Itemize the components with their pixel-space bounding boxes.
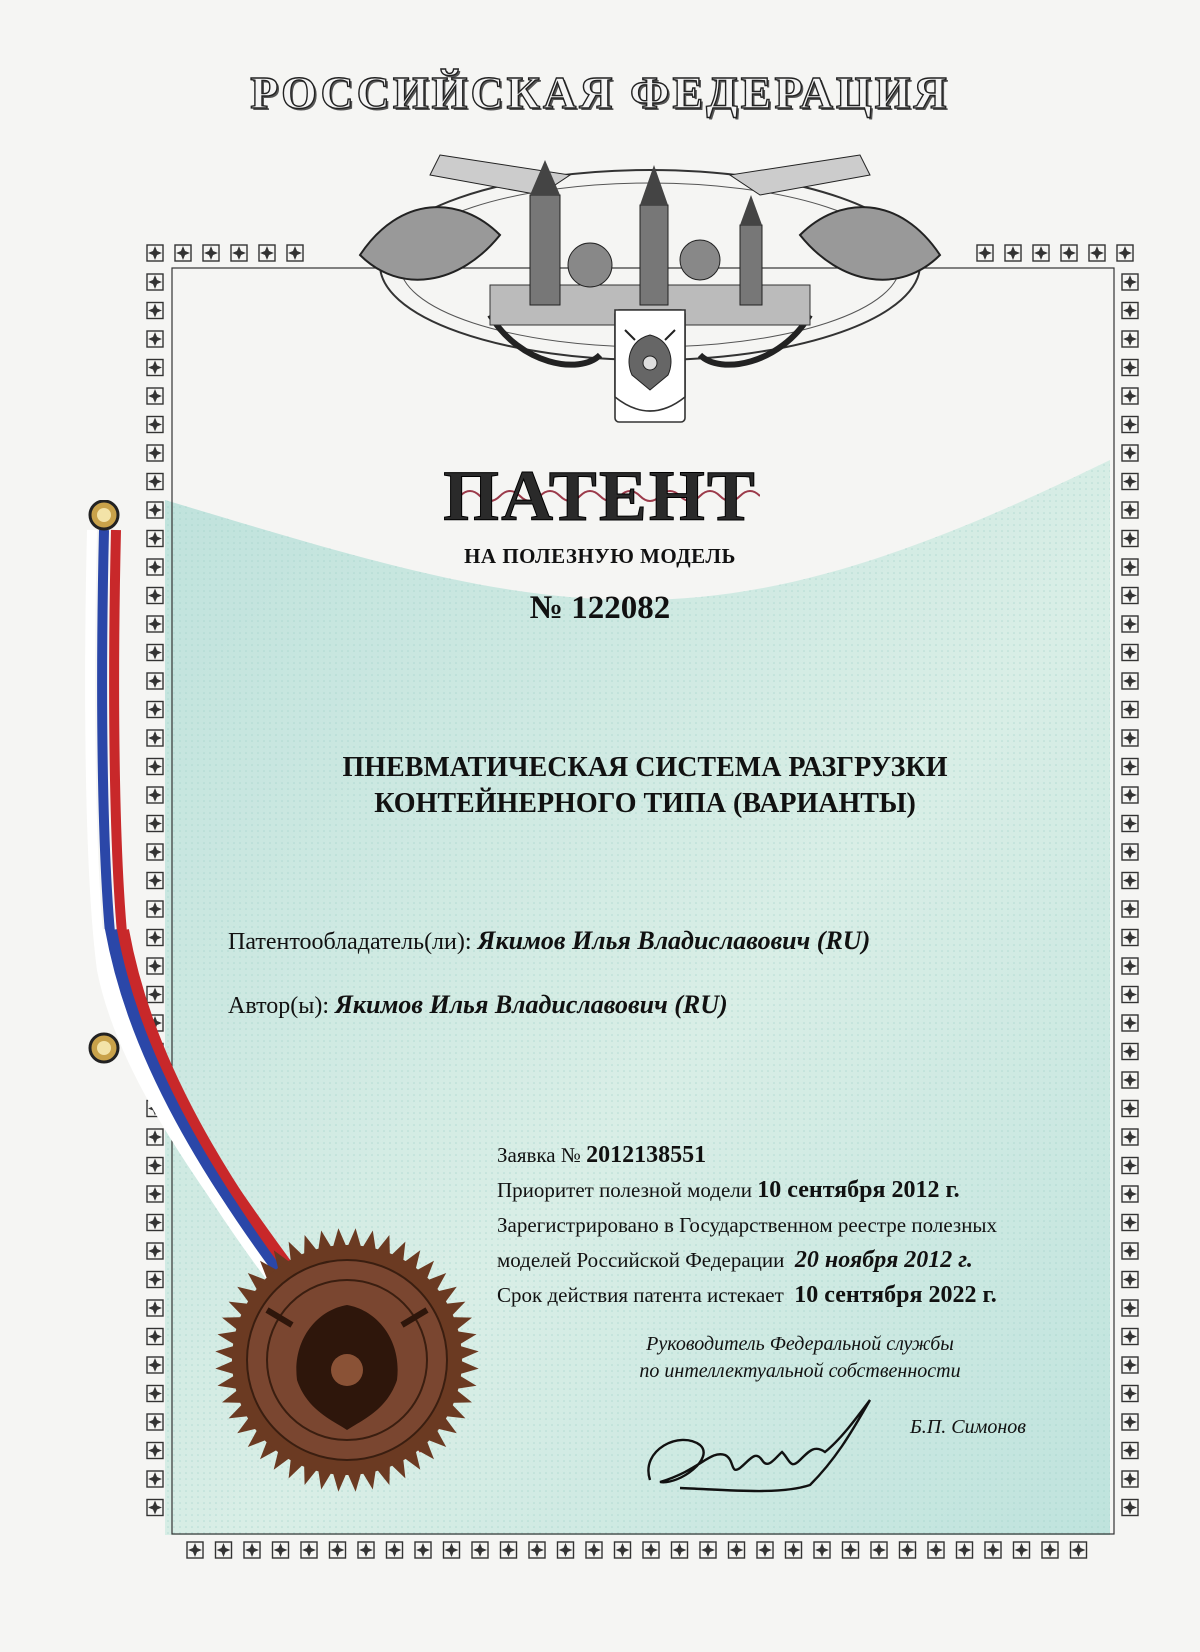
border-star-icon	[203, 245, 219, 261]
border-star-icon	[871, 1542, 887, 1558]
border-star-icon	[643, 1542, 659, 1558]
document-subtitle: НА ПОЛЕЗНУЮ МОДЕЛЬ	[464, 544, 736, 568]
border-star-icon	[415, 1542, 431, 1558]
border-star-icon	[147, 303, 163, 319]
border-star-icon	[1122, 901, 1138, 917]
border-star-icon	[1122, 1215, 1138, 1231]
border-star-icon	[444, 1542, 460, 1558]
author-label: Автор(ы):	[228, 993, 330, 1019]
border-star-icon	[786, 1542, 802, 1558]
border-star-icon	[977, 245, 993, 261]
border-star-icon	[957, 1542, 973, 1558]
expiry-line: Срок действия патента истекает 10 сентября 2022 г.	[497, 1282, 997, 1308]
border-star-icon	[1005, 245, 1021, 261]
border-star-icon	[586, 1542, 602, 1558]
border-star-icon	[330, 1542, 346, 1558]
border-star-icon	[1122, 702, 1138, 718]
invention-title-line1: ПНЕВМАТИЧЕСКАЯ СИСТЕМА РАЗГРУЗКИ	[342, 752, 948, 783]
border-star-icon	[1122, 331, 1138, 347]
expiry-date: 10 сентября 2022 г.	[794, 1282, 997, 1308]
border-star-icon	[558, 1542, 574, 1558]
border-star-icon	[928, 1542, 944, 1558]
border-star-icon	[147, 331, 163, 347]
kremlin-emblem-icon	[340, 135, 960, 445]
application-number: 2012138551	[586, 1142, 707, 1168]
border-star-icon	[1033, 245, 1049, 261]
border-star-icon	[216, 1542, 232, 1558]
border-star-icon	[1122, 645, 1138, 661]
border-star-icon	[1122, 1386, 1138, 1402]
application-line: Заявка № 2012138551	[497, 1142, 707, 1168]
border-star-icon	[672, 1542, 688, 1558]
border-star-icon	[757, 1542, 773, 1558]
patent-number: № 122082	[529, 590, 671, 626]
border-star-icon	[387, 1542, 403, 1558]
border-star-icon	[985, 1542, 1001, 1558]
border-star-icon	[1122, 1243, 1138, 1259]
border-star-icon	[1122, 388, 1138, 404]
signature-icon	[640, 1390, 880, 1500]
priority-line: Приоритет полезной модели 10 сентября 2012 г.	[497, 1177, 960, 1203]
border-star-icon	[1122, 1129, 1138, 1145]
border-star-icon	[1122, 987, 1138, 1003]
border-star-icon	[1122, 303, 1138, 319]
signer-name: Б.П. Симонов	[910, 1416, 1026, 1438]
border-star-icon	[501, 1542, 517, 1558]
border-star-icon	[1089, 245, 1105, 261]
border-star-icon	[1122, 1072, 1138, 1088]
border-star-icon	[1071, 1542, 1087, 1558]
document-title: ПАТЕНТ	[443, 456, 757, 536]
border-star-icon	[729, 1542, 745, 1558]
border-star-icon	[1122, 1300, 1138, 1316]
border-star-icon	[1122, 1015, 1138, 1031]
border-star-icon	[1122, 1500, 1138, 1516]
border-star-icon	[301, 1542, 317, 1558]
country-header: РОССИЙСКАЯ ФЕДЕРАЦИЯ	[250, 67, 950, 118]
border-star-icon	[147, 274, 163, 290]
border-star-icon	[1014, 1542, 1030, 1558]
border-star-icon	[615, 1542, 631, 1558]
border-star-icon	[1122, 1101, 1138, 1117]
invention-title-line2: КОНТЕЙНЕРНОГО ТИПА (ВАРИАНТЫ)	[374, 788, 916, 819]
border-star-icon	[175, 245, 191, 261]
border-star-icon	[231, 245, 247, 261]
registration-block	[497, 1138, 997, 1313]
registered-line2: моделей Российской Федерации 20 ноября 2012 г.	[497, 1247, 973, 1273]
border-star-icon	[1122, 1443, 1138, 1459]
border-star-icon	[187, 1542, 203, 1558]
border-star-icon	[1122, 274, 1138, 290]
border-star-icon	[1122, 730, 1138, 746]
border-star-icon	[259, 245, 275, 261]
border-star-icon	[1061, 245, 1077, 261]
border-star-icon	[814, 1542, 830, 1558]
border-star-icon	[1122, 873, 1138, 889]
border-star-icon	[1122, 958, 1138, 974]
border-star-icon	[1117, 245, 1133, 261]
registered-date: 20 ноября 2012 г.	[794, 1247, 973, 1273]
border-star-icon	[1122, 673, 1138, 689]
border-star-icon	[287, 245, 303, 261]
border-star-icon	[273, 1542, 289, 1558]
border-star-icon	[147, 360, 163, 376]
border-star-icon	[843, 1542, 859, 1558]
border-star-icon	[1122, 1186, 1138, 1202]
border-star-icon	[1122, 1414, 1138, 1430]
border-star-icon	[529, 1542, 545, 1558]
border-star-icon	[1122, 1044, 1138, 1060]
border-star-icon	[147, 245, 163, 261]
border-star-icon	[147, 417, 163, 433]
holder-label: Патентообладатель(ли):	[228, 929, 472, 955]
border-star-icon	[1122, 930, 1138, 946]
border-star-icon	[1122, 1272, 1138, 1288]
border-star-icon	[1122, 417, 1138, 433]
signer-title-line2: по интеллектуальной собственности	[639, 1360, 961, 1382]
priority-date: 10 сентября 2012 г.	[757, 1177, 960, 1203]
wax-seal-icon	[212, 1225, 482, 1495]
border-star-icon	[1122, 1357, 1138, 1373]
author-value: Якимов Илья Владиславович (RU)	[335, 990, 728, 1019]
border-star-icon	[472, 1542, 488, 1558]
border-star-icon	[1122, 844, 1138, 860]
border-star-icon	[1122, 1158, 1138, 1174]
registered-line1: Зарегистрировано в Государственном реестре полезных	[497, 1213, 998, 1237]
border-star-icon	[900, 1542, 916, 1558]
border-star-icon	[1042, 1542, 1058, 1558]
border-star-icon	[147, 388, 163, 404]
border-star-icon	[1122, 1329, 1138, 1345]
signer-title	[580, 1331, 1020, 1385]
border-star-icon	[244, 1542, 260, 1558]
border-star-icon	[1122, 1471, 1138, 1487]
border-star-icon	[700, 1542, 716, 1558]
border-star-icon	[1122, 360, 1138, 376]
border-star-icon	[358, 1542, 374, 1558]
signer-title-line1: Руководитель Федеральной службы	[646, 1333, 954, 1355]
holder-value: Якимов Илья Владиславович (RU)	[477, 926, 871, 955]
